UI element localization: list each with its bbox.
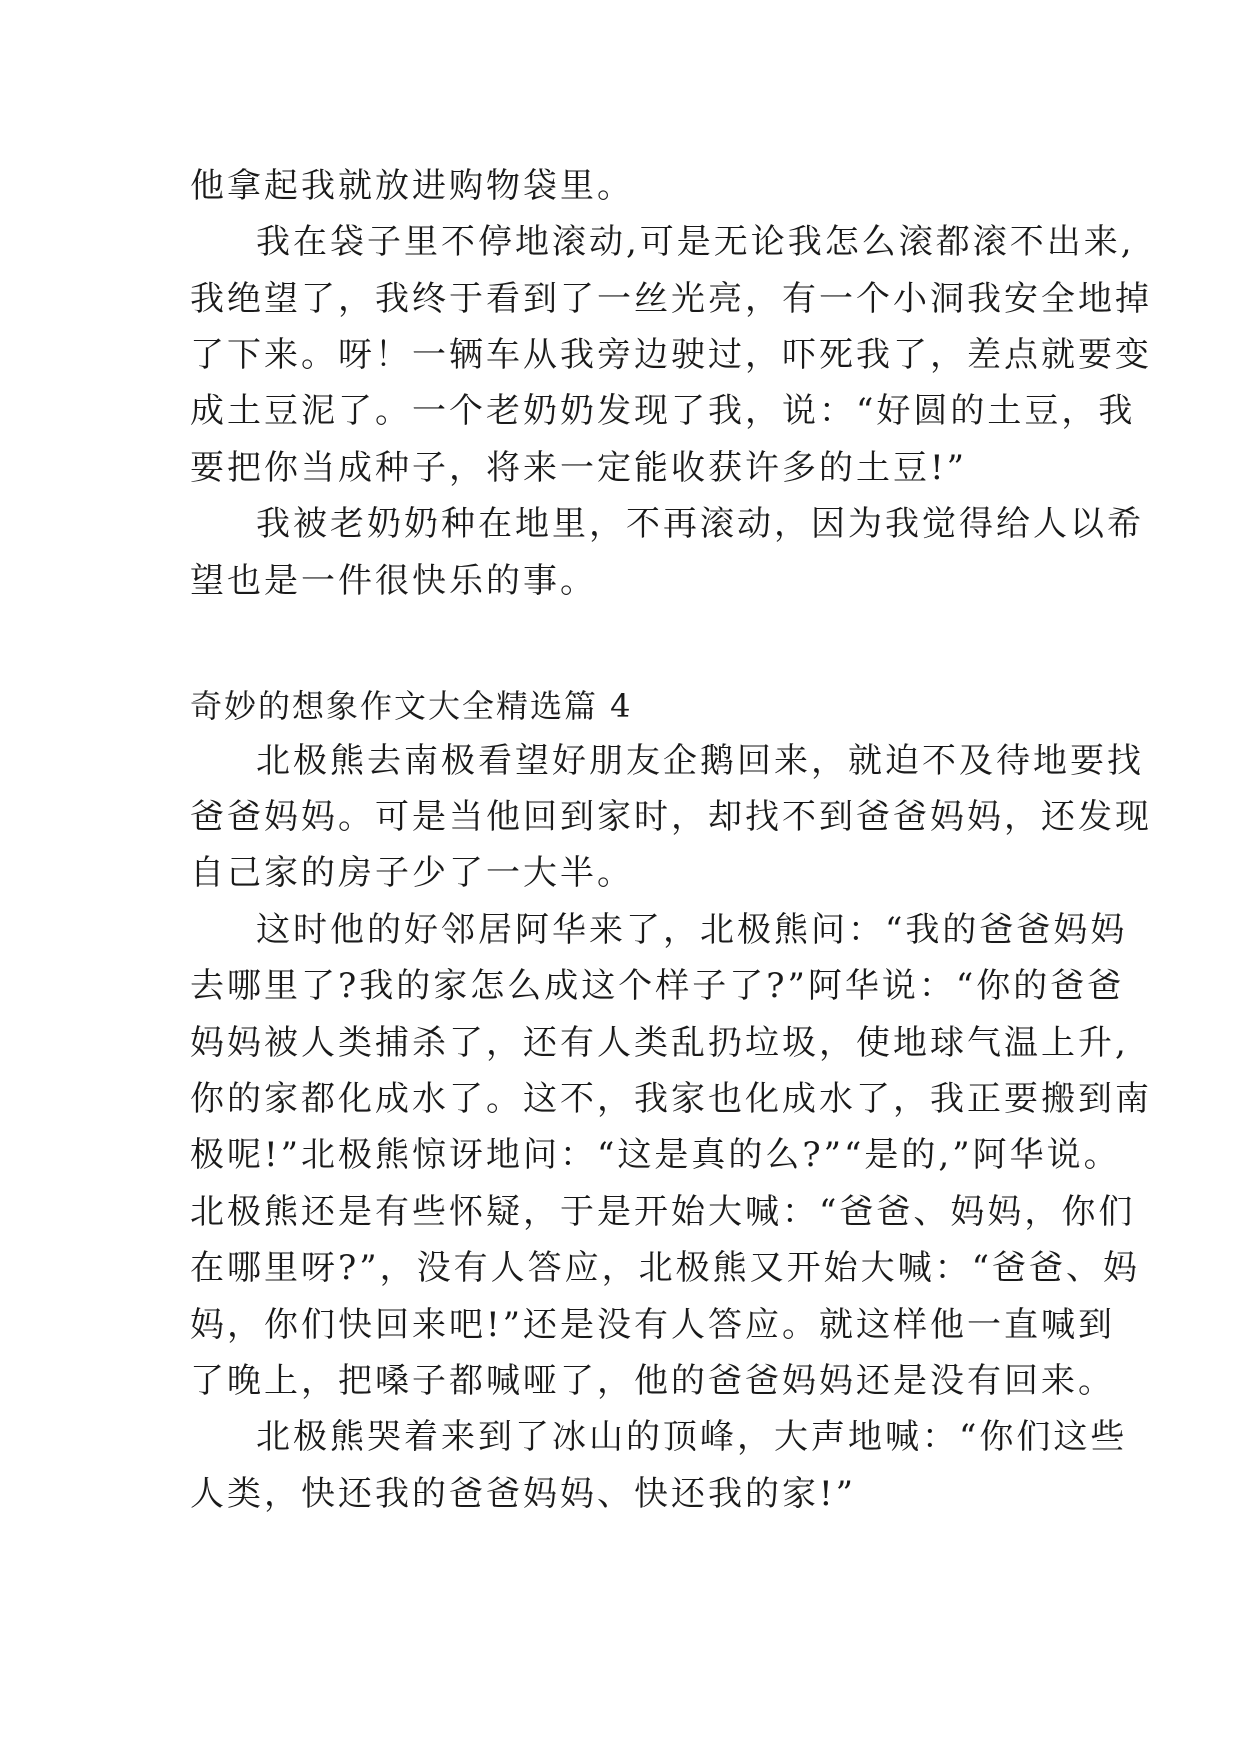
text-line: 去哪里了?我的家怎么成这个样子了?”阿华说：“你的爸爸 bbox=[190, 966, 1125, 1006]
text-line: 要把你当成种子，将来一定能收获许多的土豆!” bbox=[190, 448, 968, 488]
text-line: 他拿起我就放进购物袋里。 bbox=[190, 166, 634, 206]
text-line: 你的家都化成水了。这不，我家也化成水了，我正要搬到南 bbox=[190, 1079, 1152, 1119]
text-line: 北极熊还是有些怀疑，于是开始大喊：“爸爸、妈妈，你们 bbox=[190, 1192, 1136, 1232]
text-line: 在哪里呀?”，没有人答应，北极熊又开始大喊：“爸爸、妈 bbox=[190, 1248, 1140, 1288]
text-line: 成土豆泥了。一个老奶奶发现了我，说：“好圆的土豆，我 bbox=[190, 391, 1136, 431]
text-line: 妈妈被人类捕杀了，还有人类乱扔垃圾，使地球气温上升, bbox=[190, 1023, 1129, 1063]
text-line: 自己家的房子少了一大半。 bbox=[190, 853, 634, 893]
text-line: 了下来。呀！一辆车从我旁边驶过，吓死我了，差点就要变 bbox=[190, 335, 1152, 375]
text-line: 妈，你们快回来吧!”还是没有人答应。就这样他一直喊到 bbox=[190, 1305, 1116, 1345]
text-line: 极呢!”北极熊惊讶地问：“这是真的么?”“是的,”阿华说。 bbox=[190, 1135, 1121, 1175]
text-line: 望也是一件很快乐的事。 bbox=[190, 561, 597, 601]
text-line: 我被老奶奶种在地里，不再滚动，因为我觉得给人以希 bbox=[256, 504, 1144, 544]
text-line: 了晚上，把嗓子都喊哑了，他的爸爸妈妈还是没有回来。 bbox=[190, 1361, 1115, 1401]
text-line: 北极熊去南极看望好朋友企鹅回来，就迫不及待地要找 bbox=[256, 741, 1144, 781]
text-line: 这时他的好邻居阿华来了，北极熊问：“我的爸爸妈妈 bbox=[256, 910, 1128, 950]
section-title: 奇妙的想象作文大全精选篇 4 bbox=[190, 687, 633, 725]
text-line: 人类，快还我的爸爸妈妈、快还我的家!” bbox=[190, 1474, 857, 1514]
text-line: 我在袋子里不停地滚动,可是无论我怎么滚都滚不出来, bbox=[256, 222, 1135, 262]
text-line: 北极熊哭着来到了冰山的顶峰，大声地喊：“你们这些 bbox=[256, 1417, 1128, 1457]
text-line: 我绝望了，我终于看到了一丝光亮，有一个小洞我安全地掉 bbox=[190, 279, 1152, 319]
text-line: 爸爸妈妈。可是当他回到家时，却找不到爸爸妈妈，还发现 bbox=[190, 797, 1152, 837]
